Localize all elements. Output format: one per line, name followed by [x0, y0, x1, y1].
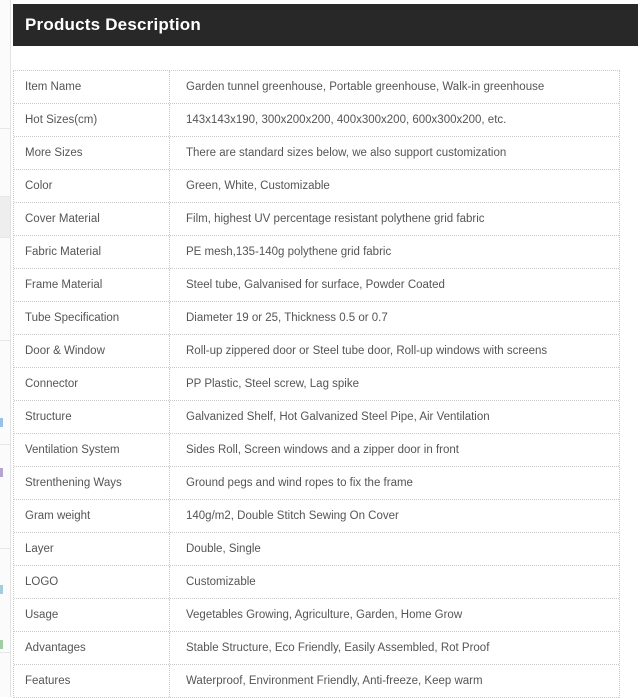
spec-value: Stable Structure, Eco Friendly, Easily Assembled, Rot Proof: [186, 642, 490, 654]
table-row: [14, 170, 619, 203]
gutter-divider: [0, 237, 10, 238]
spec-value: Diameter 19 or 25, Thickness 0.5 or 0.7: [186, 312, 388, 324]
spec-label: Structure: [14, 401, 170, 433]
spec-value: Double, Single: [186, 543, 261, 555]
spec-label: Frame Material: [14, 269, 170, 301]
spec-label: LOGO: [14, 566, 170, 598]
gutter-block: [0, 197, 10, 237]
gutter-mark: [0, 585, 3, 594]
table-row: [14, 599, 619, 632]
gutter-divider: [0, 340, 10, 341]
table-row: [14, 665, 619, 698]
gutter-divider: [0, 128, 10, 129]
spec-label: Cover Material: [14, 203, 170, 235]
left-gutter: [0, 0, 11, 697]
spec-label: Connector: [14, 368, 170, 400]
table-row: [14, 566, 619, 599]
gutter-divider: [0, 652, 10, 653]
spec-label: Hot Sizes(cm): [14, 104, 170, 136]
spec-value: PP Plastic, Steel screw, Lag spike: [186, 378, 360, 390]
section-header: [13, 4, 638, 46]
table-row: [14, 335, 619, 368]
spec-value: Galvanized Shelf, Hot Galvanized Steel Pipe, Air Ventilation: [186, 411, 490, 423]
table-row: [14, 104, 619, 137]
spec-value: Steel tube, Galvanised for surface, Powder Coated: [186, 279, 445, 291]
table-row: [14, 71, 619, 104]
spec-value: Green, White, Customizable: [186, 180, 330, 192]
spec-label: Gram weight: [14, 500, 170, 532]
table-row: [14, 269, 619, 302]
table-row: [14, 203, 619, 236]
spec-label: Features: [14, 665, 170, 697]
spec-label: More Sizes: [14, 137, 170, 169]
spec-value: 143x143x190, 300x200x200, 400x300x200, 600x300x200, etc.: [186, 114, 507, 126]
spec-value: Vegetables Growing, Agriculture, Garden, Home Grow: [186, 609, 463, 621]
spec-label: Fabric Material: [14, 236, 170, 268]
spec-label: Advantages: [14, 632, 170, 664]
table-row: [14, 533, 619, 566]
products-spec-table: [13, 70, 620, 698]
gutter-mark: [0, 418, 3, 427]
table-row: [14, 368, 619, 401]
spec-value: Film, highest UV percentage resistant polythene grid fabric: [186, 213, 485, 225]
table-row: [14, 236, 619, 269]
table-row: [14, 467, 619, 500]
table-row: [14, 500, 619, 533]
section-title: Products Description: [25, 15, 201, 34]
table-row: [14, 632, 619, 665]
spec-value: Ground pegs and wind ropes to fix the frame: [186, 477, 413, 489]
spec-value: Customizable: [186, 576, 256, 588]
gutter-divider: [0, 444, 10, 445]
spec-label: Strenthening Ways: [14, 467, 170, 499]
spec-label: Layer: [14, 533, 170, 565]
spec-value: PE mesh,135-140g polythene grid fabric: [186, 246, 392, 258]
table-row: [14, 434, 619, 467]
spec-label: Usage: [14, 599, 170, 631]
spec-value: 140g/m2, Double Stitch Sewing On Cover: [186, 510, 399, 522]
spec-label: Item Name: [14, 71, 170, 103]
table-row: [14, 401, 619, 434]
table-row: [14, 137, 619, 170]
spec-value: Garden tunnel greenhouse, Portable greenhouse, Walk-in greenhouse: [186, 81, 545, 93]
spec-label: Color: [14, 170, 170, 202]
spec-value: Roll-up zippered door or Steel tube door, Roll-up windows with screens: [186, 345, 548, 357]
spec-label: Door & Window: [14, 335, 170, 367]
spec-label: Tube Specification: [14, 302, 170, 334]
table-row: [14, 302, 619, 335]
gutter-mark: [0, 640, 3, 649]
gutter-divider: [0, 548, 10, 549]
gutter-mark: [0, 468, 3, 477]
spec-value: Sides Roll, Screen windows and a zipper door in front: [186, 444, 459, 456]
spec-label: Ventilation System: [14, 434, 170, 466]
spec-value: There are standard sizes below, we also support customization: [186, 147, 507, 159]
spec-value: Waterproof, Environment Friendly, Anti-freeze, Keep warm: [186, 675, 483, 687]
